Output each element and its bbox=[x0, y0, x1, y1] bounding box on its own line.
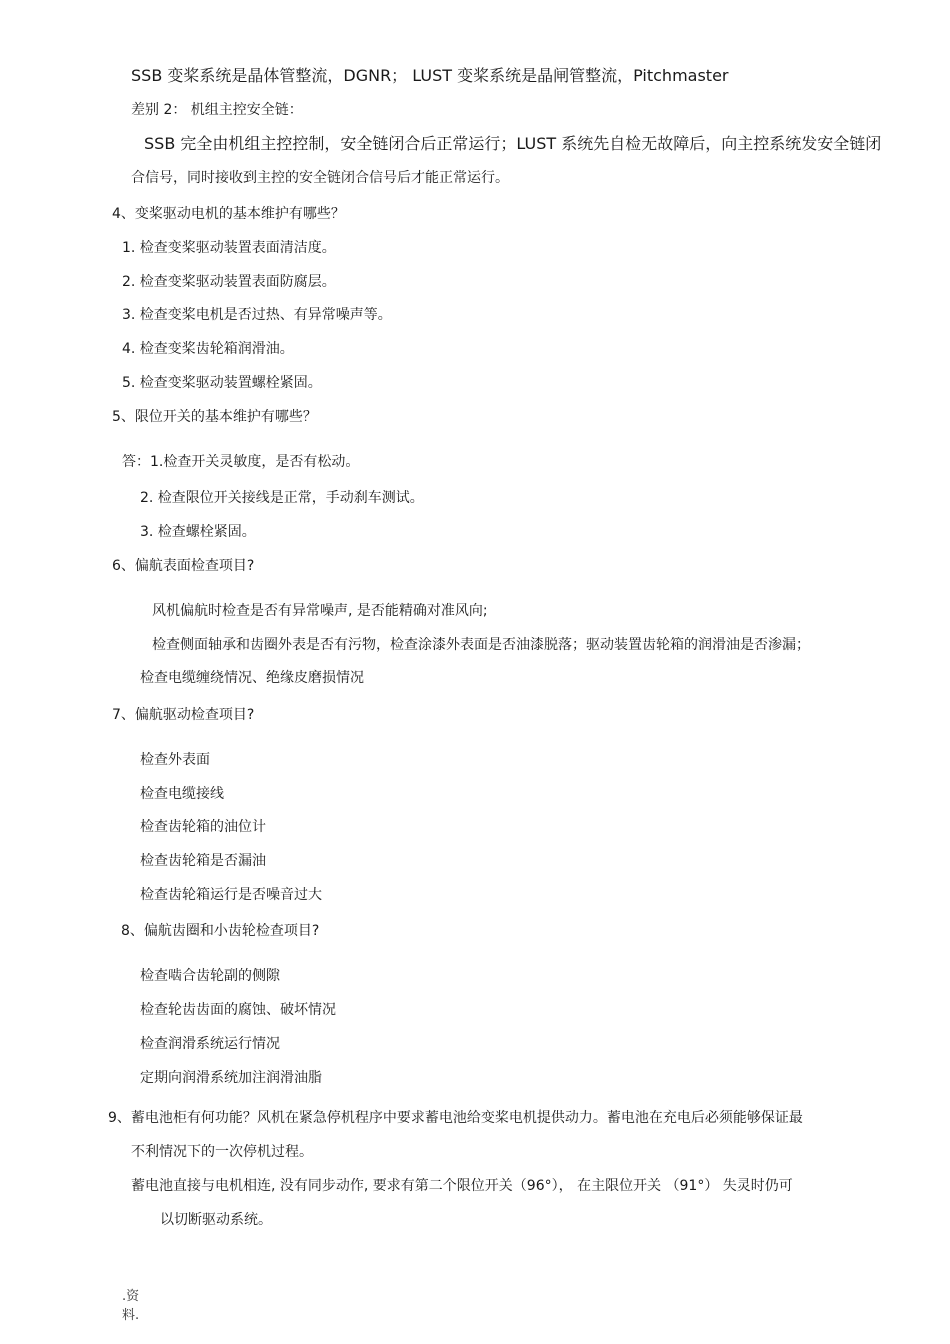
question-heading: 8、偏航齿圈和小齿轮检查项目? bbox=[121, 923, 320, 939]
list-item: 4. 检查变桨齿轮箱润滑油。 bbox=[122, 341, 294, 357]
list-item: 检查电缆接线 bbox=[140, 786, 224, 802]
text-line: 蓄电池直接与电机相连, 没有同步动作, 要求有第二个限位开关（96°）， 在主限位开关 （91°） 失灵时仍可 bbox=[131, 1178, 793, 1194]
list-item: 答：1.检查开关灵敏度，是否有松动。 bbox=[122, 454, 360, 470]
footer-text: .资 bbox=[122, 1289, 140, 1304]
list-item: 5. 检查变桨驱动装置螺栓紧固。 bbox=[122, 375, 322, 391]
list-item: 检查电缆缠绕情况、绝缘皮磨损情况 bbox=[140, 670, 364, 686]
list-item: 检查齿轮箱的油位计 bbox=[140, 819, 266, 835]
text-line: 差别 2： 机组主控安全链： bbox=[131, 102, 303, 118]
list-item: 风机偏航时检查是否有异常噪声, 是否能精确对准风向; bbox=[152, 603, 488, 619]
list-item: 检查外表面 bbox=[140, 752, 210, 768]
list-item: 3. 检查变桨电机是否过热、有异常噪声等。 bbox=[122, 307, 392, 323]
question-heading: 4、变桨驱动电机的基本维护有哪些？ bbox=[112, 206, 345, 222]
text-line: SSB 变桨系统是晶体管整流，DGNR； LUST 变桨系统是晶闸管整流，Pitchmaster bbox=[131, 66, 729, 85]
question-heading: 9、蓄电池柜有何功能？风机在紧急停机程序中要求蓄电池给变桨电机提供动力。蓄电池在充电后必须能够保证最 bbox=[108, 1110, 803, 1126]
list-item: 检查齿轮箱是否漏油 bbox=[140, 853, 266, 869]
list-item: 定期向润滑系统加注润滑油脂 bbox=[140, 1070, 322, 1086]
list-item: 检查啮合齿轮副的侧隙 bbox=[140, 968, 280, 984]
list-item: 2. 检查限位开关接线是正常，手动刹车测试。 bbox=[140, 490, 424, 506]
list-item: 检查轮齿齿面的腐蚀、破坏情况 bbox=[140, 1002, 336, 1018]
text-line: SSB 完全由机组主控控制，安全链闭合后正常运行；LUST 系统先自检无故障后，向主控系统发安全链闭 bbox=[144, 134, 882, 153]
question-heading: 5、限位开关的基本维护有哪些？ bbox=[112, 409, 317, 425]
list-item: 检查齿轮箱运行是否噪音过大 bbox=[140, 887, 322, 903]
footer-text: 料. bbox=[122, 1308, 140, 1323]
list-item: 2. 检查变桨驱动装置表面防腐层。 bbox=[122, 274, 336, 290]
list-item: 1. 检查变桨驱动装置表面清洁度。 bbox=[122, 240, 336, 256]
question-heading: 7、偏航驱动检查项目? bbox=[112, 707, 255, 723]
list-item: 3. 检查螺栓紧固。 bbox=[140, 524, 256, 540]
question-heading: 6、偏航表面检查项目? bbox=[112, 558, 255, 574]
text-line: 以切断驱动系统。 bbox=[160, 1212, 272, 1228]
text-line: 合信号，同时接收到主控的安全链闭合信号后才能正常运行。 bbox=[131, 170, 509, 186]
list-item: 检查润滑系统运行情况 bbox=[140, 1036, 280, 1052]
list-item: 检查侧面轴承和齿圈外表是否有污物，检查涂漆外表面是否油漆脱落；驱动装置齿轮箱的润滑油是否渗漏； bbox=[152, 637, 810, 653]
text-line: 不利情况下的一次停机过程。 bbox=[131, 1144, 313, 1160]
